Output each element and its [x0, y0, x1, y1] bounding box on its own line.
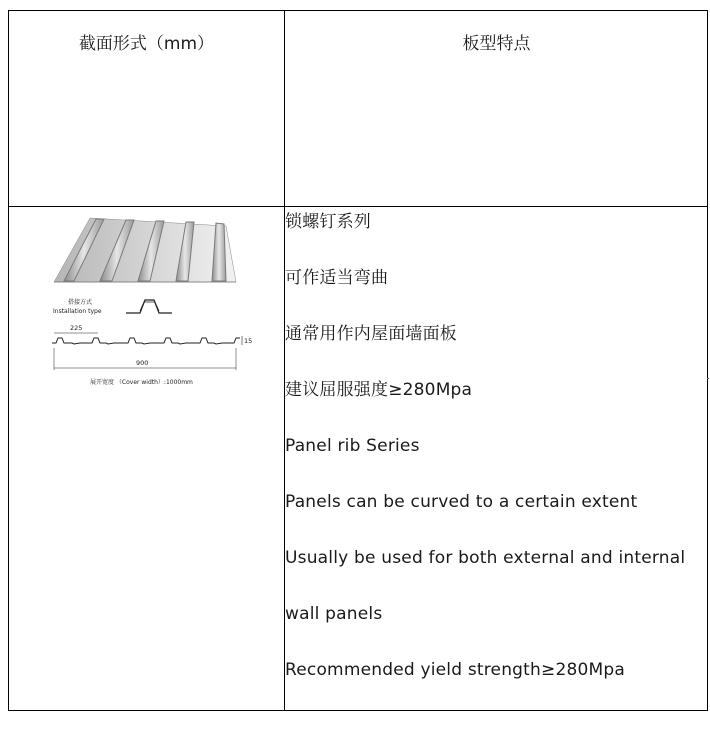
feature-line: Panel rib Series: [285, 436, 420, 456]
feature-line: wall panels: [285, 604, 383, 624]
cover-width-label: 展开宽度 （Cover width）:1000mm: [90, 379, 193, 386]
edge-mark: [707, 378, 709, 379]
dim-height-label: 15: [244, 337, 253, 345]
panel-profile-figure: [40, 212, 253, 387]
sheet-3d-image: [54, 218, 236, 282]
header-panel-features: 板型特点: [462, 34, 531, 54]
header-section-form: 截面形式（mm）: [78, 34, 215, 54]
feature-line: 可作适当弯曲: [285, 268, 389, 288]
feature-line: Usually be used for both external and internal: [285, 548, 686, 568]
cross-section-profile: [52, 338, 240, 344]
install-label-cn: 搭接方式: [68, 299, 93, 306]
dim-pitch-label: 225: [70, 324, 83, 332]
feature-line: 通常用作内屋面墙面板: [285, 324, 457, 344]
install-label-en: Installation type: [53, 308, 102, 315]
feature-line: 建议屈服强度≥280Mpa: [285, 380, 473, 400]
panel-profile-drawing: [40, 212, 253, 387]
row-divider: [9, 206, 707, 207]
feature-line: 锁螺钉系列: [285, 212, 371, 232]
dim-span-label: 900: [136, 359, 149, 367]
feature-line: Recommended yield strength≥280Mpa: [285, 660, 625, 680]
feature-list: [285, 210, 705, 714]
feature-line: Panels can be curved to a certain extent: [285, 492, 638, 512]
